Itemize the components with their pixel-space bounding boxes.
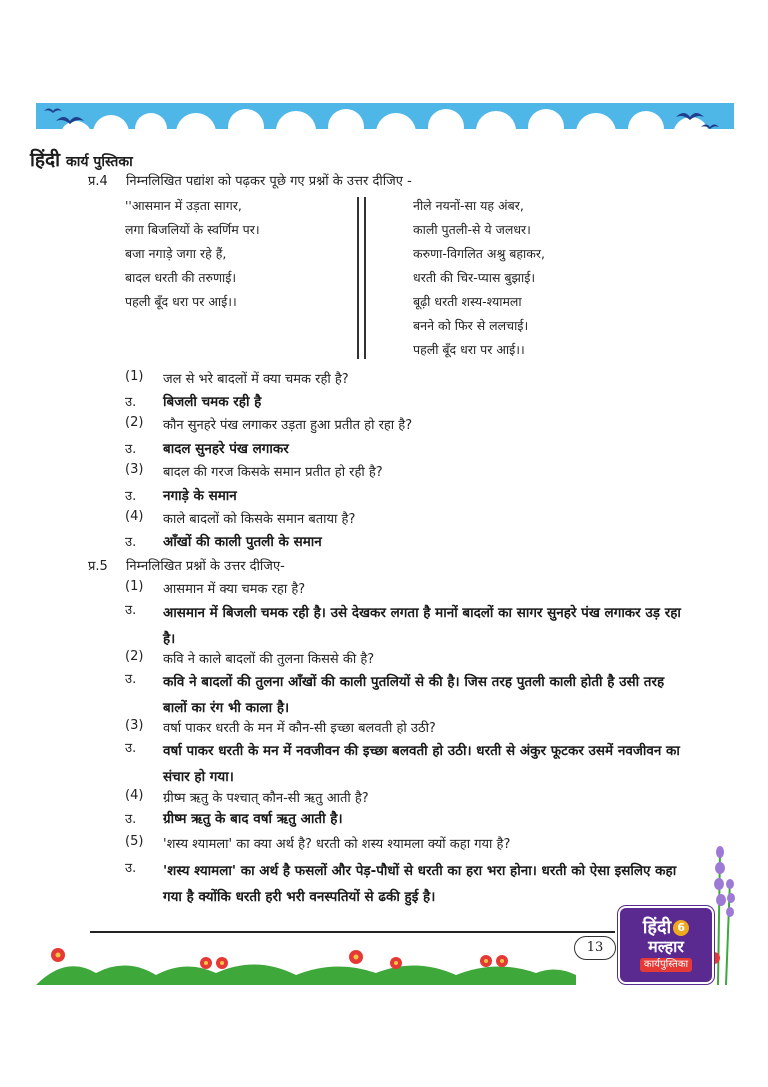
poem-line: काली पुतली-से ये जलधर। xyxy=(413,222,531,237)
q5-item-4-answer: उ. ग्रीष्म ऋतु के बाद वर्षा ऋतु आती है। xyxy=(125,811,343,827)
q4-item-4-question: (4) काले बादलों को किसके समान बताया है? xyxy=(125,509,356,527)
grass-flowers-decoration xyxy=(36,945,576,985)
workbook-header xyxy=(30,146,133,172)
poem-line: लगा बिजलियों के स्वर्णिम पर। xyxy=(125,222,260,237)
q5-item-1-answer: उ. आसमान में बिजली चमक रही है। उसे देखकर लगता है मानों बादलों का सागर सुनहरे पंख लगाकर उड़ रहा है। xyxy=(125,603,681,647)
poem-line: पहली बूँद धरा पर आई।। xyxy=(125,294,237,309)
poem-line: पहली बूँद धरा पर आई।। xyxy=(413,342,525,357)
q5-item-3-question: (3) वर्षा पाकर धरती के मन में कौन-सी इच्छा बलवती हो उठी? xyxy=(125,718,436,736)
q5-item-2-question: (2) कवि ने काले बादलों की तुलना किससे की है? xyxy=(125,649,375,667)
footer-divider xyxy=(90,931,615,933)
poem-divider xyxy=(357,197,359,359)
header-title: कार्य पुस्तिका xyxy=(66,154,133,170)
q4-item-1-answer: उ. बिजली चमक रही है xyxy=(125,394,262,410)
question-number: प्र.4 xyxy=(88,174,108,189)
sky-cloud-banner xyxy=(36,103,734,149)
q5-item-2-answer: उ. कवि ने बादलों की तुलना आँखों की काली पुतलियों से की है। जिस तरह पुतली काली होती है उसी तरह बालों का रंग भी काला है। xyxy=(125,672,665,716)
question-5-heading xyxy=(88,556,285,574)
poem-left-column xyxy=(125,194,260,314)
question-instruction: निम्नलिखित प्रश्नों के उत्तर दीजिए- xyxy=(126,559,285,574)
badge-workbook-text: कार्यपुस्तिका xyxy=(640,958,692,972)
badge-class-number: 6 xyxy=(673,920,689,936)
book-logo-badge xyxy=(620,908,712,982)
badge-hindi-text: हिंदी xyxy=(642,917,672,938)
q4-item-1-question: (1) जल से भरे बादलों में क्या चमक रही है? xyxy=(125,369,349,387)
question-instruction: निम्नलिखित पद्यांश को पढ़कर पूछे गए प्रश्नों के उत्तर दीजिए - xyxy=(126,174,412,189)
q5-item-3-answer: उ. वर्षा पाकर धरती के मन में नवजीवन की इच्छा बलवती हो उठी। धरती से अंकुर फूटकर उसमें नवजीवन का संचार हो गया। xyxy=(125,741,680,785)
poem-line: बनने को फिर से ललचाई। xyxy=(413,318,529,333)
badge-malhar-text: मल्हार xyxy=(648,937,684,956)
q4-item-2-answer: उ. बादल सुनहरे पंख लगाकर xyxy=(125,441,289,457)
poem-line: धरती की चिर-प्यास बुझाई। xyxy=(413,270,536,285)
page-number: 13 xyxy=(574,936,616,960)
poem-line: बजा नगाड़े जगा रहे हैं, xyxy=(125,246,227,261)
q5-item-5-question: (5) 'शस्य श्यामला' का क्या अर्थ है? धरती को शस्य श्यामला क्यों कहा गया है? xyxy=(125,834,511,852)
hindi-logo: हिंदी xyxy=(30,149,61,171)
poem-divider xyxy=(364,197,366,359)
poem-line: बूढ़ी धरती शस्य-श्यामला xyxy=(413,294,522,309)
q5-item-5-answer: उ. 'शस्य श्यामला' का अर्थ है फसलों और पेड़-पौधों से धरती का हरा भरा होना। धरती को ऐसा इसलिए कहा गया है क्योंकि धरती हरी भरी वनस्पतियों से ढकी हुई है। xyxy=(125,861,677,905)
question-4-heading xyxy=(88,171,412,189)
poem-right-column xyxy=(413,194,545,362)
poem-line: ''आसमान में उड़ता सागर, xyxy=(125,198,242,213)
q4-item-4-answer: उ. आँखों की काली पुतली के समान xyxy=(125,534,322,550)
q4-item-3-answer: उ. नगाड़े के समान xyxy=(125,488,237,504)
q5-item-1-question: (1) आसमान में क्या चमक रहा है? xyxy=(125,579,306,597)
question-number: प्र.5 xyxy=(88,559,108,574)
q5-item-4-question: (4) ग्रीष्म ऋतु के पश्चात् कौन-सी ऋतु आती है? xyxy=(125,788,369,806)
q4-item-2-question: (2) कौन सुनहरे पंख लगाकर उड़ता हुआ प्रतीत हो रहा है? xyxy=(125,415,413,433)
poem-line: बादल धरती की तरुणाई। xyxy=(125,270,237,285)
poem-line: नीले नयनों-सा यह अंबर, xyxy=(413,198,524,213)
poem-line: करुणा-विगलित अश्रु बहाकर, xyxy=(413,246,545,261)
q4-item-3-question: (3) बादल की गरज किसके समान प्रतीत हो रही है? xyxy=(125,462,383,480)
